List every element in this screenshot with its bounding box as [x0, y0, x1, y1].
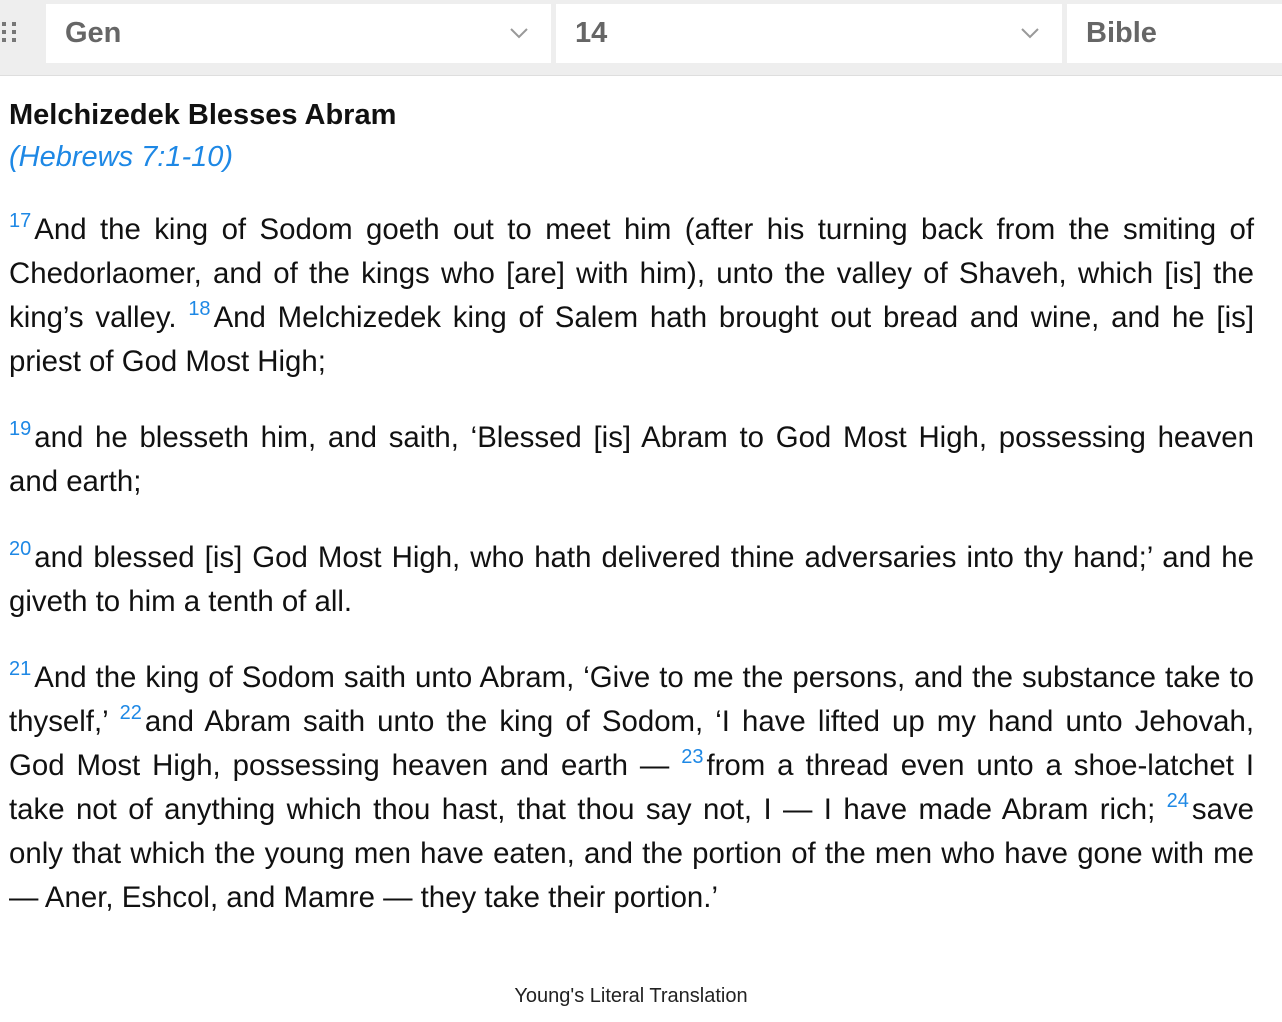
- verse-number[interactable]: 21: [9, 658, 32, 680]
- verse-paragraph: [9, 416, 1254, 504]
- verse-paragraph: [9, 208, 1254, 384]
- chapter-select[interactable]: [556, 4, 1062, 63]
- version-select[interactable]: [1067, 4, 1282, 63]
- chevron-down-icon: [1020, 26, 1040, 40]
- verse-text: from a thread even unto a shoe-latchet I take not of anything which thou hast, that thou say not, I — I have made Abram rich;: [9, 749, 1255, 826]
- book-select-value: Gen: [65, 17, 122, 49]
- verse-number[interactable]: 23: [681, 746, 704, 768]
- verse-paragraph: [9, 536, 1254, 624]
- verse-paragraph: [9, 656, 1254, 920]
- verse-text: And Melchizedek king of Salem hath brought out bread and wine, and he [is] priest of God Most High;: [9, 301, 1254, 378]
- verse-text: and Abram saith unto the king of Sodom, ‘I have lifted up my hand unto Jehovah, God Most High, possessing heaven and earth —: [9, 705, 1254, 782]
- verse-number[interactable]: 22: [119, 702, 142, 724]
- verse-paragraphs: [9, 208, 1254, 920]
- toolbar: [0, 0, 1282, 76]
- translation-name: Young's Literal Translation: [514, 985, 748, 1007]
- drag-handle-icon[interactable]: [0, 22, 22, 48]
- chevron-down-icon: [509, 26, 529, 40]
- verse-text: save only that which the young men have eaten, and the portion of the men who have gone with me — Aner, Eshcol, and Mamre — they take their portion.’: [9, 793, 1254, 914]
- verse-text: and he blesseth him, and saith, ‘Blessed [is] Abram to God Most High, possessing heaven and earth;: [9, 421, 1254, 498]
- book-select[interactable]: [46, 4, 551, 63]
- verse-text: And the king of Sodom saith unto Abram, ‘Give to me the persons, and the substance take to thyself,’: [9, 661, 1254, 738]
- verse-number[interactable]: 20: [9, 538, 32, 560]
- verse-text: and blessed [is] God Most High, who hath delivered thine adversaries into thy hand;’ and he giveth to him a tenth of all.: [9, 541, 1254, 618]
- chapter-select-value: 14: [575, 17, 608, 49]
- verse-text: And the king of Sodom goeth out to meet him (after his turning back from the smiting of Chedorlaomer, and of the kings who [are] with him), unto the valley of Shaveh, which [is] the king’s valley.: [9, 213, 1254, 334]
- section-heading: Melchizedek Blesses Abram: [9, 99, 397, 131]
- version-select-value: Bible: [1086, 17, 1157, 49]
- verse-number[interactable]: 19: [9, 418, 32, 440]
- verse-number[interactable]: 18: [188, 298, 211, 320]
- cross-reference-link[interactable]: (Hebrews 7:1-10): [9, 141, 234, 173]
- passage-content: [9, 94, 1254, 920]
- verse-number[interactable]: 17: [9, 210, 32, 232]
- verse-number[interactable]: 24: [1166, 790, 1189, 812]
